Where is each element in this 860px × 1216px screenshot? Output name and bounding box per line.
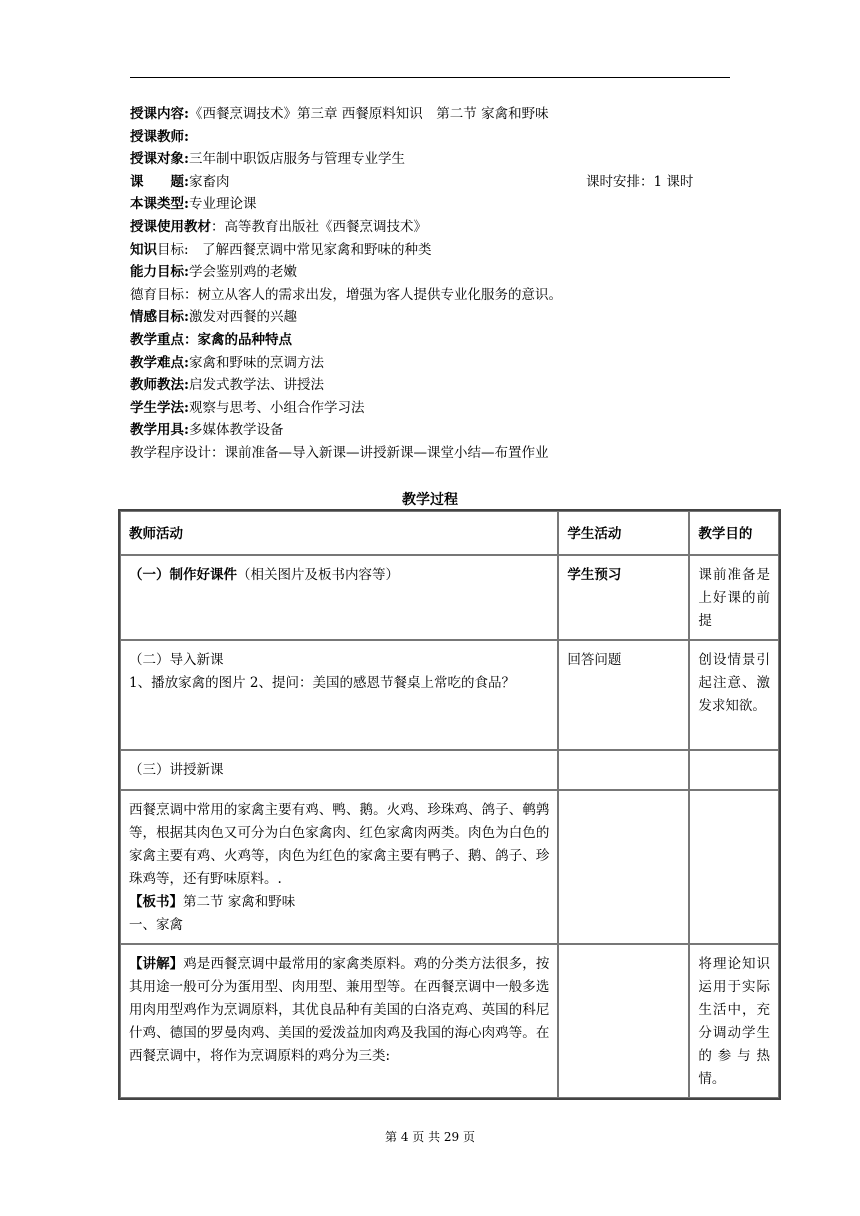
table-row	[120, 790, 779, 944]
target-line	[130, 148, 730, 171]
teaching-purpose-cell	[689, 790, 779, 944]
type-value: 专业理论课	[188, 196, 257, 213]
type-label: 本课类型:	[130, 196, 189, 213]
target-value: 三年制中职饭店服务与管理专业学生	[188, 151, 405, 168]
student-activity-cell	[558, 750, 689, 790]
key-point-line: 教学重点：家禽的品种特点	[130, 331, 292, 348]
teaching-purpose-cell	[689, 750, 779, 790]
table-row	[120, 640, 779, 750]
page-footer: 第 4 页 共 29 页	[385, 1130, 475, 1144]
procedure-line: 教学程序设计：课前准备—导入新课—讲授新课—课堂小结—布置作业	[130, 444, 549, 461]
row5-explain-bold: 【讲解】	[129, 956, 184, 972]
topic-value: 家畜肉	[188, 173, 230, 190]
student-activity-cell: 回答问题	[558, 640, 689, 750]
student-activity-cell	[558, 944, 689, 1098]
knowledge-label: 知识	[130, 241, 157, 258]
teacher-activity-cell	[120, 555, 558, 640]
emotion-value: 激发对西餐的兴趣	[188, 309, 297, 326]
row2-teacher-line1: （二）导入新课	[129, 652, 224, 668]
row1-teacher-rest: （相关图片及板书内容等）	[237, 567, 399, 583]
student-activity-cell: 学生预习	[558, 555, 689, 640]
table-header-row	[120, 511, 779, 555]
row4-board-line2: 一、家禽	[129, 917, 183, 933]
teacher-activity-cell	[120, 790, 558, 944]
difficulty-line	[130, 352, 730, 375]
tools-label: 教学用具:	[130, 422, 189, 439]
content-line	[130, 103, 730, 126]
knowledge-value: 目标: 了解西餐烹调中常见家禽和野味的种类	[157, 241, 432, 258]
emotion-label: 情感目标:	[130, 309, 189, 326]
row1-teacher-bold: （一）制作好课件	[129, 567, 237, 583]
ability-line	[130, 261, 730, 284]
row5-explain-rest: 鸡是西餐烹调中最常用的家禽类原料。鸡的分类方法很多，按其用途一般可分为蛋用型、肉用型、兼用型等。在西餐烹调中一般多选用肉用型鸡作为烹调原料，其优良品种有美国的白洛克鸡、英国的科尼什鸡、德国的罗曼肉鸡、美国的爱泼益加肉鸡及我国的海心肉鸡等。在西餐烹调中，将作为烹调原料的鸡分为三类:	[129, 956, 550, 1064]
knowledge-line	[130, 239, 730, 262]
teacher-label: 授课教师:	[130, 128, 189, 145]
header-teaching-purpose: 教学目的	[689, 511, 779, 555]
method-label: 教师教法:	[130, 377, 189, 394]
study-value: 观察与思考、小组合作学习法	[188, 399, 365, 416]
textbook-value: ：高等教育出版社《西餐烹调技术》	[211, 218, 427, 235]
textbook-label: 授课使用教材	[130, 218, 211, 235]
row4-board	[129, 891, 549, 914]
tools-line	[130, 419, 730, 442]
moral-line: 德育目标：树立从客人的需求出发，增强为客人提供专业化服务的意识。	[130, 286, 562, 303]
content-value: 《西餐烹调技术》第三章 西餐原料知识 第二节 家禽和野味	[188, 106, 549, 122]
target-label: 授课对象:	[130, 151, 189, 168]
type-line	[130, 193, 730, 216]
table-row	[120, 555, 779, 640]
row4-board-rest: 第二节 家禽和野味	[183, 894, 296, 910]
teacher-activity-cell: （三）讲授新课	[120, 750, 558, 790]
teaching-purpose-cell: 将理论知识运用于实际生活中，充分调动学生的参与热情。	[689, 944, 779, 1098]
row2-teacher-line2: 1、播放家禽的图片 2、提问：美国的感恩节餐桌上常吃的食品？	[129, 675, 515, 691]
teacher-line	[130, 126, 730, 149]
hours-value: 课时安排：1 课时	[586, 173, 694, 190]
teaching-purpose-cell: 创设情景引起注意、激发求知欲。	[689, 640, 779, 750]
study-label: 学生学法:	[130, 399, 189, 416]
teaching-purpose-cell: 课前准备是上好课的前提	[689, 555, 779, 640]
header-student-activity: 学生活动	[558, 511, 689, 555]
table-row	[120, 944, 779, 1098]
study-line	[130, 397, 730, 420]
ability-label: 能力目标:	[130, 264, 189, 281]
method-value: 启发式教学法、讲授法	[188, 377, 324, 394]
header-teacher-activity: 教师活动	[120, 511, 558, 555]
row4-board-bold: 【板书】	[129, 894, 183, 910]
student-activity-cell	[558, 790, 689, 944]
ability-value: 学会鉴别鸡的老嫩	[188, 264, 297, 281]
lesson-info	[130, 103, 730, 465]
teacher-activity-cell	[120, 944, 558, 1098]
header-rule	[130, 77, 730, 78]
process-title: 教学过程	[402, 492, 458, 508]
emotion-line	[130, 306, 730, 329]
process-table	[118, 509, 781, 1100]
difficulty-value: 家禽和野味的烹调方法	[188, 354, 324, 371]
row4-text: 西餐烹调中常用的家禽主要有鸡、鸭、鹅。火鸡、珍珠鸡、鸽子、鹌鹑等，根据其肉色又可分为白色家禽肉、红色家禽肉两类。肉色为白色的家禽主要有鸡、火鸡等，肉色为红色的家禽主要有鸭子、鹅、鸽子、珍珠鸡等，还有野味原料。.	[129, 802, 550, 887]
method-line	[130, 374, 730, 397]
tools-value: 多媒体教学设备	[188, 422, 284, 439]
difficulty-label: 教学难点:	[130, 354, 189, 371]
teacher-activity-cell	[120, 640, 558, 750]
topic-line	[130, 171, 730, 194]
content-label: 授课内容:	[130, 106, 189, 122]
table-row	[120, 750, 779, 790]
topic-label: 课 题:	[130, 173, 189, 190]
textbook-line	[130, 216, 730, 239]
